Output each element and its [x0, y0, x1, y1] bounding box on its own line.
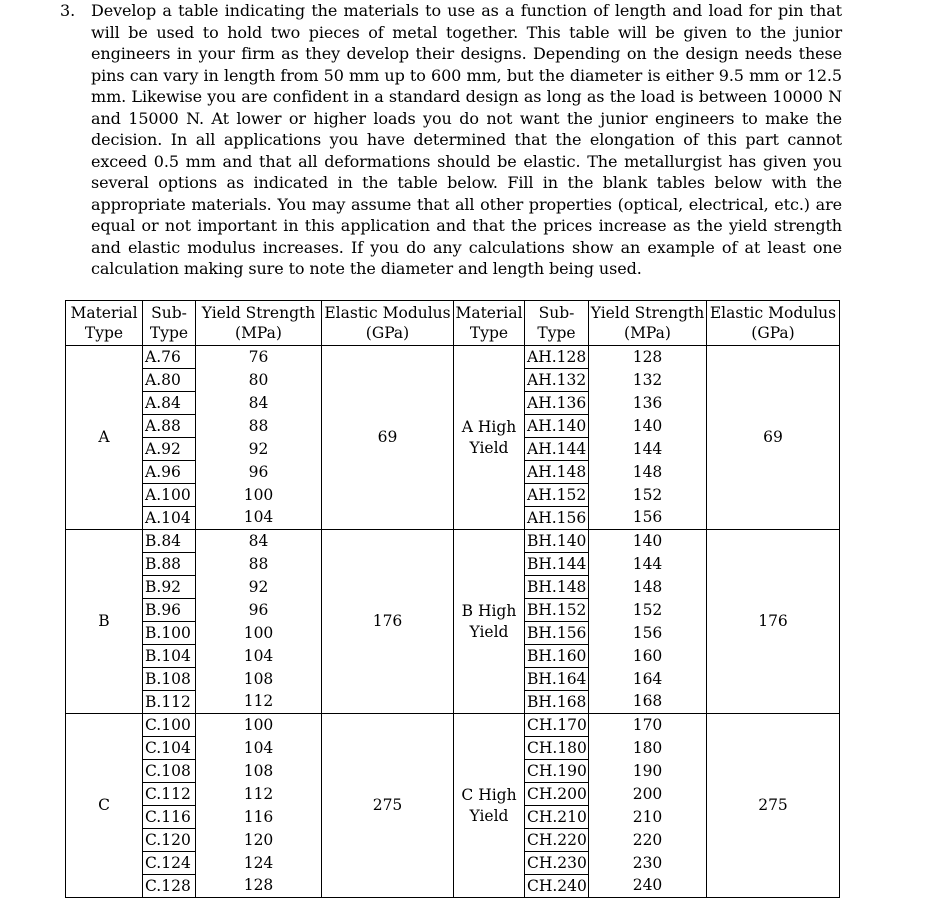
yield-strength-cell-2: 136	[589, 392, 707, 415]
sub-type-cell: A.80	[143, 369, 196, 392]
yield-strength-cell-2: 160	[589, 645, 707, 668]
sub-type-cell: A.96	[143, 461, 196, 484]
yield-strength-cell-2: 230	[589, 852, 707, 875]
sub-type-cell: C.120	[143, 829, 196, 852]
sub-type-cell-2: AH.128	[525, 346, 589, 369]
sub-type-cell: B.112	[143, 691, 196, 714]
elastic-modulus-cell-2: 275	[707, 714, 840, 898]
yield-strength-cell: 108	[196, 760, 322, 783]
elastic-modulus-cell: 176	[322, 530, 454, 714]
material-type-cell-2: C High Yield	[454, 714, 525, 898]
sub-type-cell-2: CH.230	[525, 852, 589, 875]
sub-type-cell: A.76	[143, 346, 196, 369]
yield-strength-cell-2: 156	[589, 507, 707, 530]
table-row	[66, 346, 840, 369]
sub-type-cell-2: AH.140	[525, 415, 589, 438]
sub-type-cell-2: AH.156	[525, 507, 589, 530]
problem-text: Develop a table indicating the materials to use as a function of length and load for pin that will be used to hold two pieces of metal together. This table will be given to the junior engineers in your firm as they develop their designs. Depending on the design needs these pins can vary in length from 50 mm up to 600 mm, but the diameter is either 9.5 mm or 12.5 mm. Likewise you are confident in a standard design as long as the load is between 10000 N and 15000 N. At lower or higher loads you do not want the junior engineers to make the decision. In all applications you have determined that the elongation of this part cannot exceed 0.5 mm and that all deformations should be elastic. The metallurgist has given you several options as indicated in the table below. Fill in the blank tables below with the appropriate materials. You may assume that all other properties (optical, electrical, etc.) are equal or not important in this application and that the prices increase as the yield strength and elastic modulus increases. If you do any calculations show an example of at least one calculation making sure to note the diameter and length being used.	[91, 1, 842, 278]
yield-strength-cell-2: 200	[589, 783, 707, 806]
yield-strength-cell: 84	[196, 392, 322, 415]
yield-strength-cell: 80	[196, 369, 322, 392]
sub-type-cell: C.116	[143, 806, 196, 829]
yield-strength-cell: 120	[196, 829, 322, 852]
sub-type-cell: A.100	[143, 484, 196, 507]
elastic-modulus-cell-2: 176	[707, 530, 840, 714]
sub-type-cell: C.104	[143, 737, 196, 760]
material-type-cell: A	[66, 346, 143, 530]
sub-type-cell-2: CH.200	[525, 783, 589, 806]
sub-type-cell-2: BH.168	[525, 691, 589, 714]
yield-strength-cell: 128	[196, 875, 322, 898]
sub-type-cell-2: BH.160	[525, 645, 589, 668]
header-material-type: Material Type	[66, 301, 143, 346]
yield-strength-cell: 96	[196, 599, 322, 622]
elastic-modulus-cell: 275	[322, 714, 454, 898]
header-yield-strength-2: Yield Strength (MPa)	[589, 301, 707, 346]
sub-type-cell: B.104	[143, 645, 196, 668]
yield-strength-cell-2: 148	[589, 576, 707, 599]
yield-strength-cell-2: 220	[589, 829, 707, 852]
yield-strength-cell: 112	[196, 783, 322, 806]
sub-type-cell-2: AH.148	[525, 461, 589, 484]
sub-type-cell-2: CH.220	[525, 829, 589, 852]
yield-strength-cell-2: 164	[589, 668, 707, 691]
yield-strength-cell: 108	[196, 668, 322, 691]
sub-type-cell-2: BH.144	[525, 553, 589, 576]
sub-type-cell-2: AH.144	[525, 438, 589, 461]
sub-type-cell-2: BH.148	[525, 576, 589, 599]
sub-type-cell-2: CH.170	[525, 714, 589, 737]
yield-strength-cell-2: 140	[589, 415, 707, 438]
table-row	[66, 714, 840, 737]
header-sub-type: Sub- Type	[143, 301, 196, 346]
yield-strength-cell: 100	[196, 484, 322, 507]
yield-strength-cell: 88	[196, 553, 322, 576]
materials-table	[65, 300, 840, 898]
problem-statement	[60, 0, 842, 280]
yield-strength-cell: 104	[196, 645, 322, 668]
sub-type-cell: C.128	[143, 875, 196, 898]
sub-type-cell-2: CH.180	[525, 737, 589, 760]
sub-type-cell-2: BH.164	[525, 668, 589, 691]
header-material-type-2: Material Type	[454, 301, 525, 346]
yield-strength-cell-2: 128	[589, 346, 707, 369]
sub-type-cell: B.92	[143, 576, 196, 599]
sub-type-cell: B.108	[143, 668, 196, 691]
sub-type-cell: A.104	[143, 507, 196, 530]
yield-strength-cell-2: 144	[589, 438, 707, 461]
sub-type-cell: A.92	[143, 438, 196, 461]
sub-type-cell-2: BH.156	[525, 622, 589, 645]
material-type-cell: B	[66, 530, 143, 714]
table-header-row	[66, 301, 840, 346]
sub-type-cell: B.88	[143, 553, 196, 576]
elastic-modulus-cell-2: 69	[707, 346, 840, 530]
yield-strength-cell: 100	[196, 714, 322, 737]
table-row	[66, 530, 840, 553]
header-sub-type-2: Sub- Type	[525, 301, 589, 346]
problem-number: 3.	[60, 1, 76, 20]
sub-type-cell: C.108	[143, 760, 196, 783]
sub-type-cell: C.112	[143, 783, 196, 806]
header-elastic-modulus: Elastic Modulus (GPa)	[322, 301, 454, 346]
yield-strength-cell-2: 168	[589, 691, 707, 714]
sub-type-cell-2: CH.210	[525, 806, 589, 829]
yield-strength-cell: 76	[196, 346, 322, 369]
yield-strength-cell-2: 190	[589, 760, 707, 783]
yield-strength-cell-2: 210	[589, 806, 707, 829]
yield-strength-cell: 124	[196, 852, 322, 875]
material-type-cell-2: B High Yield	[454, 530, 525, 714]
yield-strength-cell: 112	[196, 691, 322, 714]
sub-type-cell: B.84	[143, 530, 196, 553]
elastic-modulus-cell: 69	[322, 346, 454, 530]
yield-strength-cell-2: 240	[589, 875, 707, 898]
yield-strength-cell: 104	[196, 737, 322, 760]
yield-strength-cell: 92	[196, 438, 322, 461]
header-elastic-modulus-2: Elastic Modulus (GPa)	[707, 301, 840, 346]
sub-type-cell: C.100	[143, 714, 196, 737]
yield-strength-cell: 100	[196, 622, 322, 645]
sub-type-cell-2: CH.240	[525, 875, 589, 898]
sub-type-cell: C.124	[143, 852, 196, 875]
material-type-cell-2: A High Yield	[454, 346, 525, 530]
yield-strength-cell-2: 148	[589, 461, 707, 484]
yield-strength-cell-2: 152	[589, 599, 707, 622]
sub-type-cell: A.88	[143, 415, 196, 438]
yield-strength-cell-2: 170	[589, 714, 707, 737]
yield-strength-cell-2: 140	[589, 530, 707, 553]
yield-strength-cell-2: 132	[589, 369, 707, 392]
yield-strength-cell: 116	[196, 806, 322, 829]
yield-strength-cell-2: 144	[589, 553, 707, 576]
sub-type-cell: A.84	[143, 392, 196, 415]
yield-strength-cell: 96	[196, 461, 322, 484]
material-type-cell: C	[66, 714, 143, 898]
sub-type-cell-2: AH.132	[525, 369, 589, 392]
sub-type-cell-2: BH.140	[525, 530, 589, 553]
sub-type-cell: B.96	[143, 599, 196, 622]
yield-strength-cell: 84	[196, 530, 322, 553]
yield-strength-cell: 88	[196, 415, 322, 438]
sub-type-cell-2: AH.152	[525, 484, 589, 507]
header-yield-strength: Yield Strength (MPa)	[196, 301, 322, 346]
sub-type-cell: B.100	[143, 622, 196, 645]
sub-type-cell-2: AH.136	[525, 392, 589, 415]
yield-strength-cell: 92	[196, 576, 322, 599]
yield-strength-cell-2: 156	[589, 622, 707, 645]
yield-strength-cell-2: 180	[589, 737, 707, 760]
sub-type-cell-2: CH.190	[525, 760, 589, 783]
sub-type-cell-2: BH.152	[525, 599, 589, 622]
yield-strength-cell: 104	[196, 507, 322, 530]
yield-strength-cell-2: 152	[589, 484, 707, 507]
